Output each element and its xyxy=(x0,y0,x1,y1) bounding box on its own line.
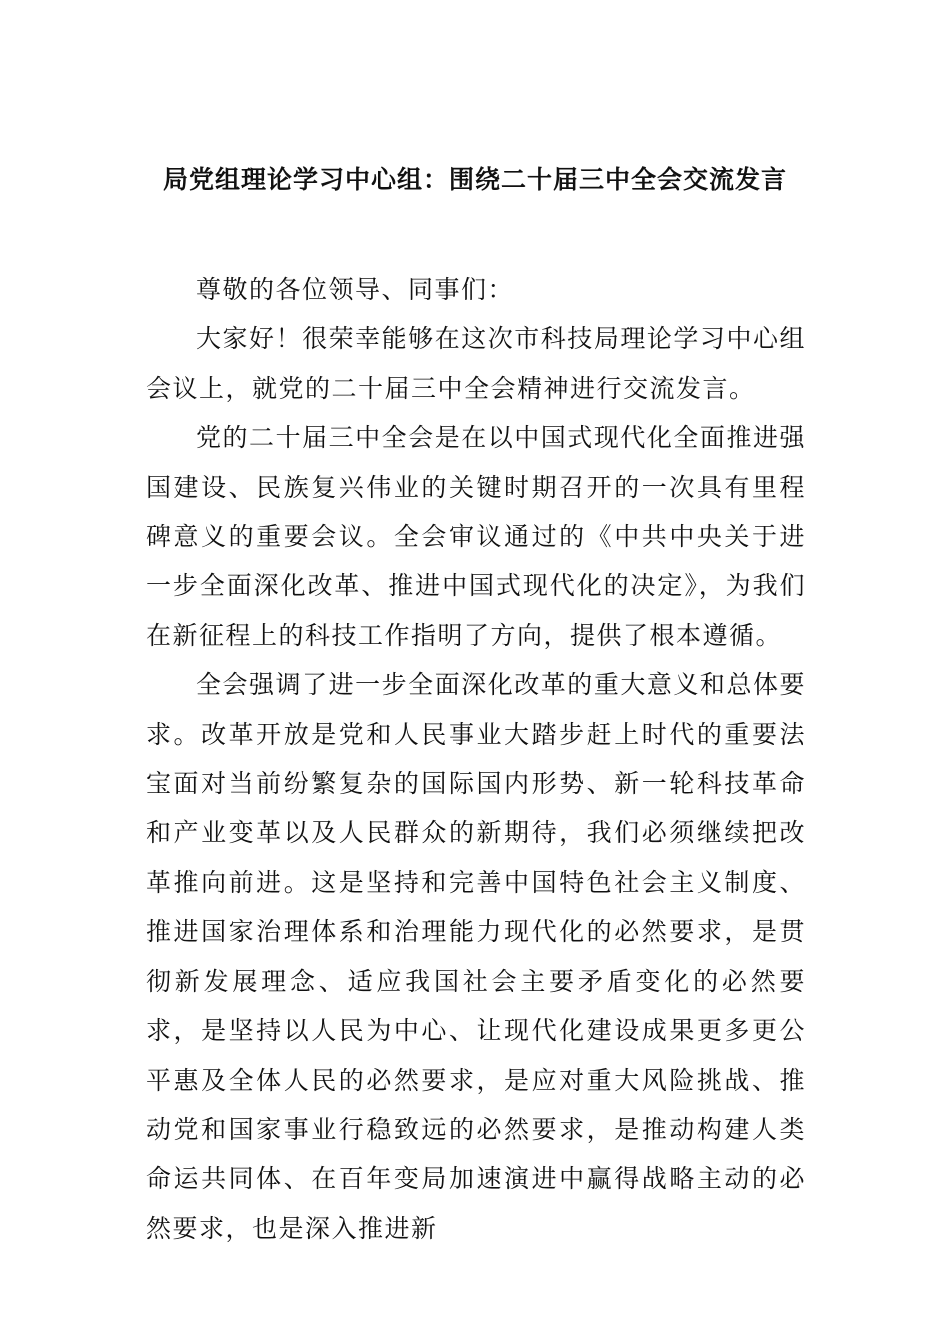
paragraph-reform-requirements: 全会强调了进一步全面深化改革的重大意义和总体要求。改革开放是党和人民事业大踏步赶上时代的重要法宝面对当前纷繁复杂的国际国内形势、新一轮科技革命和产业变革以及人民群众的新期待，我们必须继续把改革推向前进。这是坚持和完善中国特色社会主义制度、推进国家治理体系和治理能力现代化的必然要求，是贯彻新发展理念、适应我国社会主要矛盾变化的必然要求，是坚持以人民为中心、让现代化建设成果更多更公平惠及全体人民的必然要求，是应对重大风险挑战、推动党和国家事业行稳致远的必然要求，是推动构建人类命运共同体、在百年变局加速演进中赢得战略主动的必然要求，也是深入推进新 xyxy=(146,670,806,1243)
document-body xyxy=(146,265,806,1253)
paragraph-greeting: 大家好！很荣幸能够在这次市科技局理论学习中心组会议上，就党的二十届三中全会精神进行交流发言。 xyxy=(146,324,806,403)
salutation: 尊敬的各位领导、同事们： xyxy=(196,275,515,304)
document-title: 局党组理论学习中心组：围绕二十届三中全会交流发言 xyxy=(162,165,787,194)
paragraph-plenum-significance: 党的二十届三中全会是在以中国式现代化全面推进强国建设、民族复兴伟业的关键时期召开的一次具有里程碑意义的重要会议。全会审议通过的《中共中央关于进一步全面深化改革、推进中国式现代化的决定》，为我们在新征程上的科技工作指明了方向，提供了根本遵循。 xyxy=(146,423,806,650)
